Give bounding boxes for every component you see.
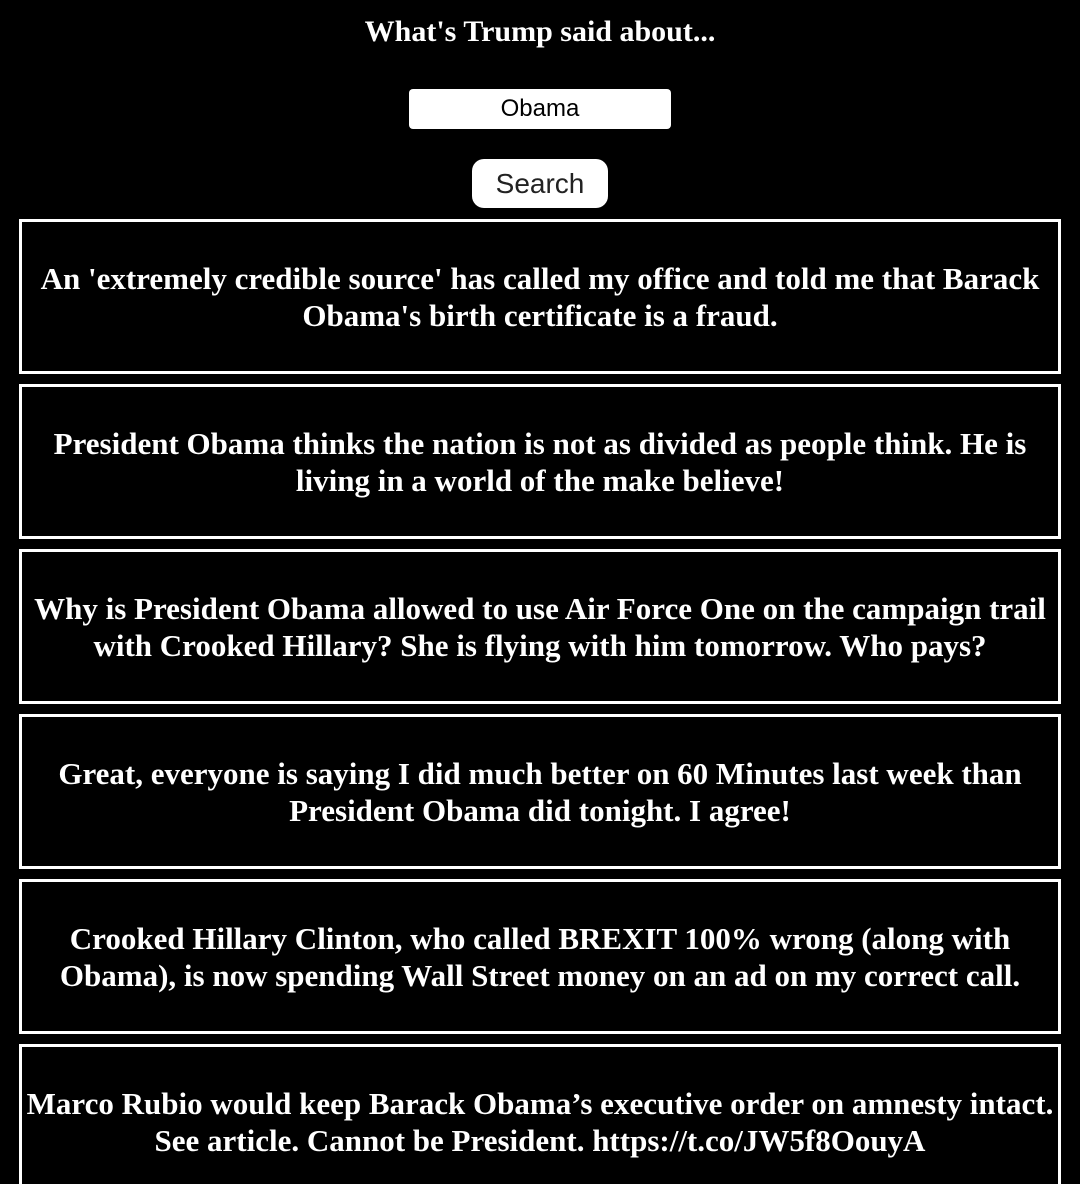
result-card bbox=[19, 1044, 1061, 1184]
result-text: Great, everyone is saying I did much better on 60 Minutes last week than President Obama did tonight. I agree! bbox=[58, 755, 1022, 828]
result-text: Why is President Obama allowed to use Air Force One on the campaign trail with Crooked Hillary? She is flying with him tomorrow. Who pays? bbox=[34, 590, 1046, 663]
results-list bbox=[19, 219, 1061, 1184]
result-text: Marco Rubio would keep Barack Obama’s executive order on amnesty intact. See article. Cannot be President. https://t.co/JW5f8OouyA bbox=[26, 1085, 1054, 1158]
result-card bbox=[19, 384, 1061, 539]
search-input[interactable] bbox=[409, 89, 671, 129]
page-title: What's Trump said about... bbox=[364, 15, 716, 48]
result-card bbox=[19, 219, 1061, 374]
search-button[interactable]: Search bbox=[472, 159, 608, 208]
result-card bbox=[19, 714, 1061, 869]
result-text: President Obama thinks the nation is not as divided as people think. He is living in a world of the make believe! bbox=[53, 425, 1027, 498]
result-card bbox=[19, 879, 1061, 1034]
result-text: Crooked Hillary Clinton, who called BREXIT 100% wrong (along with Obama), is now spending Wall Street money on an ad on my correct call. bbox=[59, 920, 1021, 993]
result-text: An 'extremely credible source' has called my office and told me that Barack Obama's birth certificate is a fraud. bbox=[40, 260, 1040, 333]
result-card bbox=[19, 549, 1061, 704]
